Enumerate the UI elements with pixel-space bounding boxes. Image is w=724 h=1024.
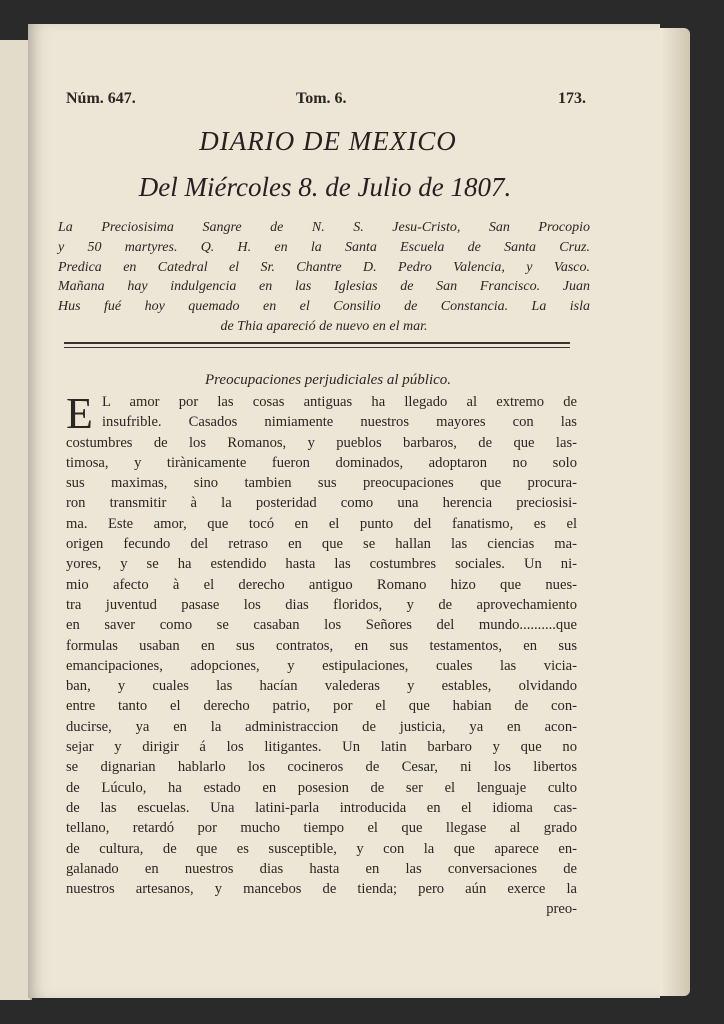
article-line: formulas usaban en sus contratos, en sus testamentos, en sus (66, 637, 577, 654)
issue-number: Núm. 647. (66, 90, 136, 107)
article-line: de cultura, de que es susceptible, y con la que aparece en- (66, 840, 577, 857)
article-line: tra juventud pasase los dias floridos, y de aprovechamiento (66, 596, 577, 613)
article-body (66, 389, 577, 920)
article-line: sejar y dirigir á los litigantes. Un latin barbaro y que no (66, 739, 577, 756)
article-line: yores, y se ha estendido hasta las costumbres sociales. Un ni- (66, 556, 577, 573)
masthead-title: DIARIO DE MEXICO (199, 126, 457, 156)
saints-line: Predica en Catedral el Sr. Chantre D. Pedro Valencia, y Vasco. (58, 259, 590, 275)
article-line: tellano, retardó por mucho tiempo el que llegase al grado (66, 820, 577, 837)
volume-number: Tom. 6. (296, 90, 347, 107)
article-line: insufrible. Casados nimiamente nuestros mayores con las (102, 414, 577, 431)
article-line: galanado en nuestros dias hasta en las conversaciones de (66, 860, 577, 877)
saints-line: La Preciosisima Sangre de N. S. Jesu-Cristo, San Procopio (58, 220, 590, 235)
article-line: timosa, y tirànicamente fueron dominados, adoptaron no solo (66, 454, 577, 471)
article-line: ma. Este amor, que tocó en el punto del fanatismo, es el (66, 515, 577, 532)
catchword: preo- (546, 901, 577, 918)
article-title: Preocupaciones perjudiciales al público. (204, 372, 452, 388)
article-line: entre tanto el derecho patrio, por el que habian de con- (66, 698, 577, 715)
article-line: ducirse, ya en la administraccion de justicia, ya en acon- (66, 718, 577, 735)
article-line: de las escuelas. Una latini-parla introducida en el idioma cas- (66, 799, 577, 816)
saints-line: Hus fué hoy quemado en el Consilio de Constancia. La isla (58, 299, 590, 315)
newspaper-page (28, 24, 660, 998)
article-line: nuestros artesanos, y mancebos de tienda; pero aún exerce la (66, 881, 577, 898)
article-line: L amor por las cosas antiguas ha llegado al extremo de (102, 394, 577, 410)
article-line: sus maximas, sino tambien sus preocupaciones que procura- (66, 475, 577, 492)
double-rule-divider (64, 342, 570, 348)
page-header (66, 90, 586, 114)
article-line: ban, y cuales las hacían valederas y estables, olvidando (66, 678, 577, 695)
article-line: emancipaciones, adopciones, y estipulaciones, cuales las vicia- (66, 657, 577, 674)
article-line: origen fecundo del retraso en que se hallan las ciencias ma- (66, 536, 577, 553)
saints-line: Mañana hay indulgencia en las Iglesias de San Francisco. Juan (58, 279, 590, 295)
saints-of-day (58, 218, 590, 337)
saints-line: de Thia apareció de nuevo en el mar. (220, 318, 428, 334)
page-number: 173. (558, 90, 586, 107)
article-line: ron transmitir à la posteridad como una herencia preciosisi- (66, 495, 577, 512)
article-line: en saver como se casaban los Señores del mundo..........que (66, 617, 577, 634)
saints-line: y 50 martyres. Q. H. en la Santa Escuela de Santa Cruz. (58, 239, 590, 255)
dateline: Del Miércoles 8. de Julio de 1807. (138, 172, 512, 202)
drop-cap: E (66, 389, 93, 438)
article-line: de Lúculo, ha estado en posesion de ser el lenguaje culto (66, 779, 577, 796)
article-line: mio afecto à el derecho antiguo Romano hizo que nues- (66, 576, 577, 593)
article-line: se dignarian hablarlo los cocineros de Cesar, ni los libertos (66, 759, 577, 776)
article-line: costumbres de los Romanos, y pueblos barbaros, de que las- (66, 434, 577, 451)
